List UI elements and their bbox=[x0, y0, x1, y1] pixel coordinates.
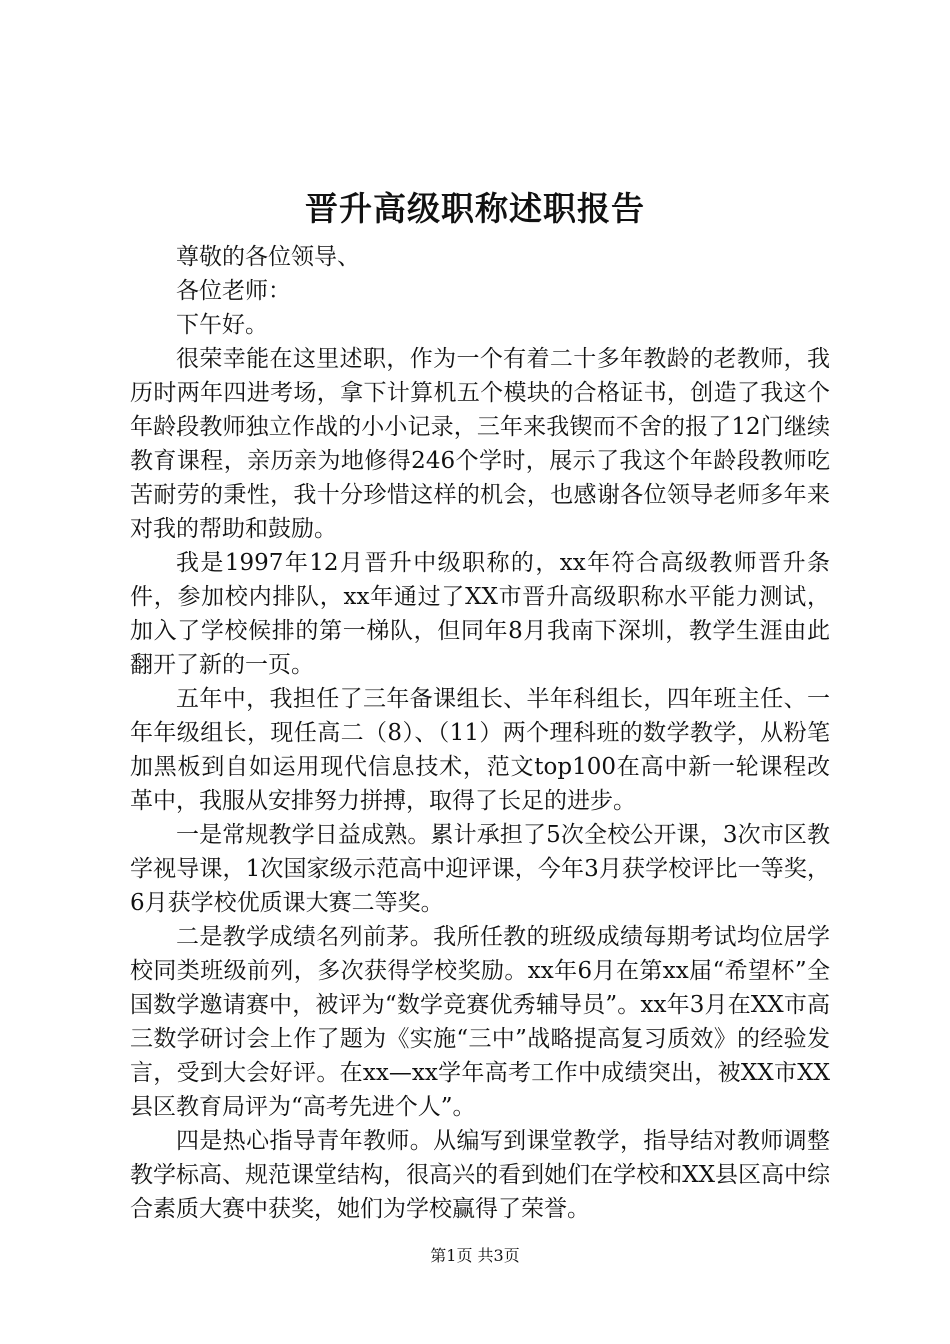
salutation-line-1: 尊敬的各位领导、 bbox=[176, 244, 360, 270]
document-title: 晋升高级职称述职报告 bbox=[305, 189, 645, 228]
paragraph-point-two: 二是教学成绩名列前茅。我所任教的班级成绩每期考试均位居学校同类班级前列，多次获得学校奖励。xx年6月在第xx届“希望杯”全国数学邀请赛中，被评为“数学竞赛优秀辅导员”。xx年3月在XX市高三数学研讨会上作了题为《实施“三中”战略提高复习质效》的经验发言，受到大会好评。在xx—xx学年高考工作中成绩突出，被XX市XX县区教育局评为“高考先进个人”。 bbox=[130, 924, 830, 1120]
page-number-footer: 第1页 共3页 bbox=[430, 1246, 520, 1265]
paragraph-point-one: 一是常规教学日益成熟。累计承担了5次全校公开课，3次市区教学视导课，1次国家级示范高中迎评课，今年3月获学校评比一等奖，6月获学校优质课大赛二等奖。 bbox=[130, 822, 830, 916]
paragraph-five-years: 五年中，我担任了三年备课组长、半年科组长，四年班主任、一年年级组长，现任高二（8）、（11）两个理科班的数学教学，从粉笔加黑板到自如运用现代信息技术，范文top100在高中新一轮课程改革中，我服从安排努力拼搏，取得了长足的进步。 bbox=[130, 686, 830, 814]
paragraph-history: 我是1997年12月晋升中级职称的，xx年符合高级教师晋升条件，参加校内排队，xx年通过了XX市晋升高级职称水平能力测试，加入了学校候排的第一梯队，但同年8月我南下深圳，教学生涯由此翻开了新的一页。 bbox=[130, 550, 830, 678]
paragraph-point-four: 四是热心指导青年教师。从编写到课堂教学，指导结对教师调整教学标高、规范课堂结构，很高兴的看到她们在学校和XX县区高中综合素质大赛中获奖，她们为学校赢得了荣誉。 bbox=[130, 1128, 830, 1222]
salutation-line-2: 各位老师： bbox=[176, 278, 291, 304]
document-body bbox=[130, 240, 830, 1226]
greeting: 下午好。 bbox=[176, 312, 268, 338]
paragraph-intro: 很荣幸能在这里述职，作为一个有着二十多年教龄的老教师，我历时两年四进考场，拿下计算机五个模块的合格证书，创造了我这个年龄段教师独立作战的小小记录，三年来我锲而不舍的报了12门继续教育课程，亲历亲为地修得246个学时，展示了我这个年龄段教师吃苦耐劳的秉性，我十分珍惜这样的机会，也感谢各位领导老师多年来对我的帮助和鼓励。 bbox=[130, 346, 830, 542]
